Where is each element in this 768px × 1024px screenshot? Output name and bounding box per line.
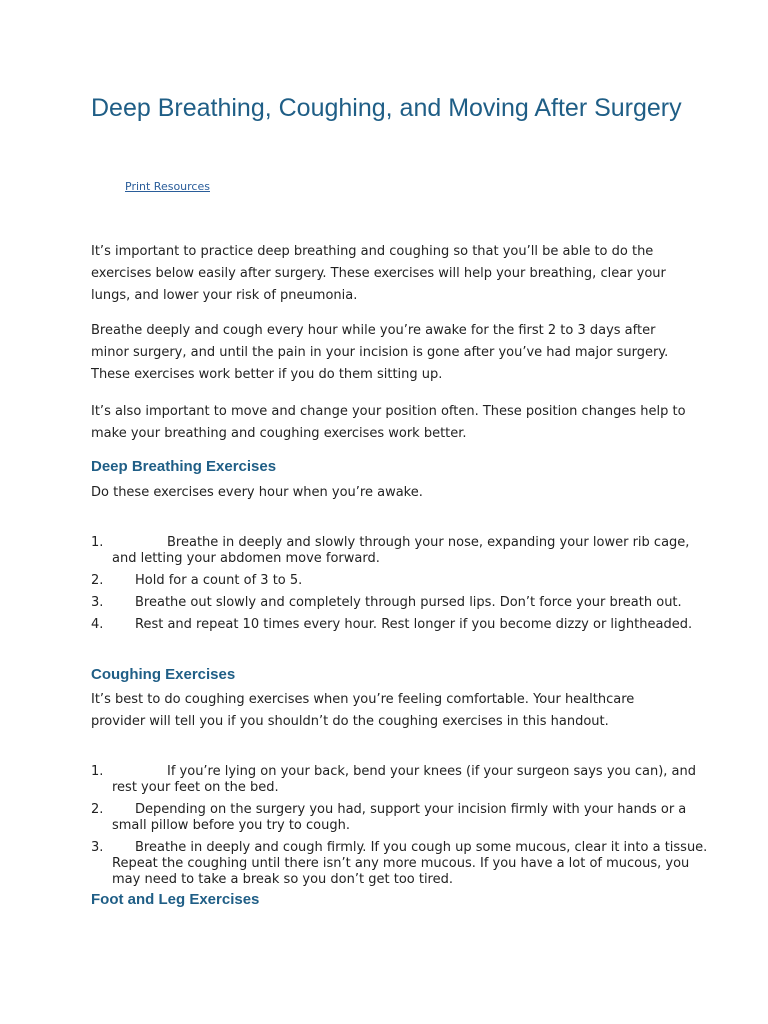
step-text: Breathe out slowly and completely through pursed lips. Don’t force your breath out. — [135, 595, 682, 610]
step-text: Depending on the surgery you had, support your incision firmly with your hands or a small pillow before you try to cough. — [112, 802, 687, 833]
step-number: 2. — [91, 802, 104, 817]
step-number: 3. — [91, 595, 104, 610]
step-number: 1. — [91, 764, 104, 779]
list-item — [0, 802, 768, 834]
step-text: If you’re lying on your back, bend your knees (if your surgeon says you can), and rest your feet on the bed. — [112, 764, 697, 795]
step-text: Breathe in deeply and cough firmly. If you cough up some mucous, clear it into a tissue. Repeat the coughing until there isn’t any more mucous. If you have a lot of mucous, you may need to take a break so you don’t get too tired. — [112, 840, 708, 887]
page-title: Deep Breathing, Coughing, and Moving After Surgery — [91, 94, 682, 122]
foot-leg-heading: Foot and Leg Exercises — [91, 891, 260, 908]
print-resources-link[interactable]: Print Resources — [125, 180, 210, 193]
deep-breathing-heading: Deep Breathing Exercises — [91, 458, 277, 475]
step-text: Breathe in deeply and slowly through your nose, expanding your lower rib cage, and letting your abdomen move forward. — [112, 535, 690, 566]
step-text: Hold for a count of 3 to 5. — [135, 573, 303, 588]
step-text: Rest and repeat 10 times every hour. Rest longer if you become dizzy or lightheaded. — [135, 617, 693, 632]
intro-paragraph-2: Breathe deeply and cough every hour while you’re awake for the first 2 to 3 days after minor surgery, and until the pain in your incision is gone after you’ve had major surgery. These exercises work better if you do them sitting up. — [91, 323, 669, 382]
coughing-heading: Coughing Exercises — [91, 666, 236, 683]
coughing-steps — [0, 764, 768, 894]
deep-breathing-steps — [0, 535, 768, 639]
list-item — [0, 595, 768, 611]
list-item — [0, 535, 768, 567]
list-item — [0, 764, 768, 796]
coughing-intro: It’s best to do coughing exercises when you’re feeling comfortable. Your healthcare provider will tell you if you shouldn’t do the coughing exercises in this handout. — [91, 692, 635, 729]
step-number: 2. — [91, 573, 104, 588]
step-number: 3. — [91, 840, 104, 855]
deep-breathing-intro: Do these exercises every hour when you’re awake. — [91, 485, 423, 500]
list-item — [0, 617, 768, 633]
intro-paragraph-1: It’s important to practice deep breathing and coughing so that you’ll be able to do the exercises below easily after surgery. These exercises will help your breathing, clear your lungs, and lower your risk of pneumonia. — [91, 244, 666, 303]
step-number: 1. — [91, 535, 104, 550]
list-item — [0, 573, 768, 589]
step-number: 4. — [91, 617, 104, 632]
intro-paragraph-3: It’s also important to move and change your position often. These position changes help to make your breathing and coughing exercises work better. — [91, 404, 686, 441]
list-item — [0, 840, 768, 888]
